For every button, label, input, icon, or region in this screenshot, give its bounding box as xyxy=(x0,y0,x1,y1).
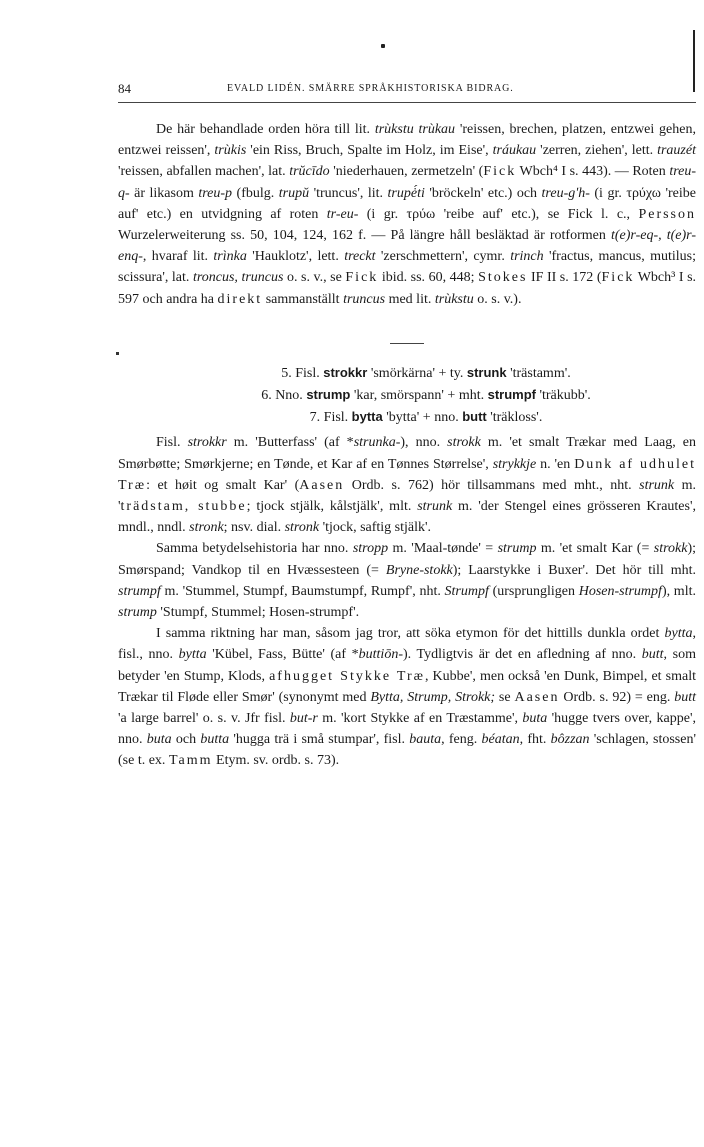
text-run: Wurzelerweiterung ss. 50, 104, 124, 162 f. — På längre håll besläktad är rotformen xyxy=(118,228,611,244)
text-run: o. s. v., se xyxy=(283,270,346,286)
italic-term: bôzzan xyxy=(550,732,590,748)
text-run: Ordb. s. 762) hör tillsammans med mht., nht. xyxy=(344,477,640,493)
spaced-term: Fick xyxy=(483,164,517,180)
text-run: De här behandlade orden höra till lit. xyxy=(156,122,375,137)
spaced-term: Persson xyxy=(638,206,696,222)
page-edge-rule xyxy=(693,30,695,92)
italic-term: butt xyxy=(674,689,697,705)
text-column xyxy=(118,119,696,772)
spaced-term: Stokes xyxy=(478,270,528,286)
section-separator xyxy=(390,343,424,344)
text-run: ); Smørspand; Vandkop til en Hvæssesteen (= xyxy=(118,541,697,578)
text-run: (i gr. τρύχω 'reibe auf' etc.) en utvidgning af roten xyxy=(118,185,696,222)
text-run: 'tjock, saftig stjälk'. xyxy=(319,520,432,536)
italic-term: truncus xyxy=(343,291,386,307)
spaced-term: Fick xyxy=(345,270,379,286)
text-run: (fbulg. xyxy=(232,185,279,201)
italic-term: bytta xyxy=(178,647,207,663)
italic-term: troncus, truncus xyxy=(192,270,284,286)
text-run: ; tjock stjälk, kålstjälk', mlt. xyxy=(246,499,418,515)
italic-term: trùkstu xyxy=(434,291,474,307)
text-run: m. 'Butterfass' (af * xyxy=(226,435,354,451)
text-run: , fht. xyxy=(519,732,551,748)
text-run: 'hugge tvers over, kappe', nno. xyxy=(118,711,696,748)
text-run: , som betyder 'en Stump, Klods, xyxy=(118,647,696,684)
italic-term: buttiōn- xyxy=(358,647,403,663)
italic-term: trauzét xyxy=(657,143,696,159)
spaced-term: afhugget Stykke Træ xyxy=(269,668,425,684)
example-5: 5. Fisl. strokkr 'smörkärna' + ty. strunk 'trästamm'. xyxy=(281,364,571,381)
text-run: o. s. v.). xyxy=(473,291,522,307)
italic-term: stronk xyxy=(284,520,320,536)
italic-term: strumpf xyxy=(118,583,161,599)
text-run: 'ein Riss, Bruch, Spalte im Holz, im Eise', xyxy=(246,143,493,159)
text-run: , Kubbe', men också 'en Dunk, Bimpel, et smalt Trækar til Fløde eller Smør' (synonymt med xyxy=(118,668,696,705)
spaced-term: trädstam, stubbe xyxy=(120,499,247,515)
page-number: 84 xyxy=(118,81,131,96)
text-run: , hvaraf lit. xyxy=(142,249,214,265)
italic-term: strunka- xyxy=(353,435,401,451)
print-speck xyxy=(381,44,385,48)
text-run: m. ' xyxy=(118,477,697,515)
italic-term: Strumpf xyxy=(444,583,489,599)
text-run: IF II s. 172 ( xyxy=(527,270,602,286)
text-run: 'Hauklotz', lett. xyxy=(246,249,345,265)
italic-term: strokk xyxy=(653,541,688,557)
text-run: 'reissen, abfallen machen', lat. xyxy=(118,164,290,180)
text-run: (i gr. τρύω 'reibe auf' etc.), se Fick l. c., xyxy=(358,206,639,222)
text-run: m. 'et smalt Kar (= xyxy=(536,541,654,557)
text-run: m. 'et smalt Trækar med Laag, en Smørbøtte; Smørkjerne; en Tønde, et Kar af en Tønnes Størrelse', xyxy=(118,435,697,472)
text-run: 'truncus', lit. xyxy=(309,185,388,201)
italic-term: tr-eu- xyxy=(326,206,359,222)
text-run: Wbch³ I s. 597 och andra ha xyxy=(118,270,697,307)
italic-term: butta xyxy=(200,732,230,748)
text-run: med lit. xyxy=(385,291,435,307)
text-run: 'bröckeln' etc.) och xyxy=(424,185,542,201)
header-rule xyxy=(118,102,696,103)
italic-term: treu-gʹh- xyxy=(541,185,590,201)
text-run: 'schlagen, stossen' (se t. ex. xyxy=(118,732,696,769)
italic-term: t(e)r-eq-, t(e)r-enq- xyxy=(118,228,696,265)
text-run: ). Tydligtvis är det en afledning af nno. xyxy=(403,647,642,663)
italic-term: but-r xyxy=(289,711,318,727)
italic-term: treu-p xyxy=(198,185,233,201)
text-run: m. 'Maal-tønde' = xyxy=(388,541,498,557)
italic-term: trŭcīdo xyxy=(289,164,330,180)
italic-term: béatan xyxy=(481,732,520,748)
text-run: 'hugga trä i små stumpar', fisl. xyxy=(229,732,410,748)
text-run: (ursprungligen xyxy=(488,583,579,599)
spaced-term: Aasen xyxy=(514,689,560,705)
spaced-term: Aasen xyxy=(299,477,345,493)
italic-term: strunk xyxy=(639,477,675,493)
text-run: Fisl. xyxy=(156,435,188,451)
italic-term: strunk xyxy=(417,499,453,515)
text-run: Ordb. s. 92) = eng. xyxy=(559,689,675,705)
paragraph-strokkr xyxy=(118,432,696,538)
italic-term: Hosen-strumpf xyxy=(578,583,662,599)
text-run: ibid. ss. 60, 448; xyxy=(378,270,479,286)
text-run: ), mlt. xyxy=(661,583,696,599)
italic-term: strokkr xyxy=(187,435,227,451)
text-run: ); Laarstykke i Buxer'. Det hör till mht. xyxy=(452,562,696,578)
text-run: sammanställt xyxy=(262,291,344,307)
text-run: 'Stumpf, Stummel; Hosen-strumpf'. xyxy=(156,605,360,621)
text-run: , feng. xyxy=(441,732,482,748)
spaced-term: Fick xyxy=(601,270,635,286)
text-run: 'niederhauen, zermetzeln' ( xyxy=(329,164,484,180)
italic-term: Bryne-stokk xyxy=(385,562,453,578)
text-run: är likasom xyxy=(129,185,199,201)
spaced-term: direkt xyxy=(217,291,263,307)
italic-term: trupŭ xyxy=(278,185,310,201)
text-run: ), nno. xyxy=(400,435,448,451)
italic-term: trìnka xyxy=(213,249,247,265)
text-run: 'zerschmettern', cymr. xyxy=(375,249,511,265)
text-run: n. 'en xyxy=(536,456,575,472)
italic-term: bytta xyxy=(664,626,693,642)
paragraph-bytta xyxy=(118,623,696,771)
spaced-term: Dunk af udhulet Træ xyxy=(118,456,696,493)
example-7: 7. Fisl. bytta 'bytta' + nno. butt 'träkloss'. xyxy=(309,409,543,426)
example-6: 6. Nno. strump 'kar, smörspann' + mht. strumpf 'träkubb'. xyxy=(261,387,591,404)
text-run: m. 'kort Stykke af en Træstamme', xyxy=(317,711,523,727)
italic-term: trùkis xyxy=(214,143,247,159)
italic-term: stronk xyxy=(189,520,224,536)
italic-term: treckt xyxy=(344,249,376,265)
italic-term: strump xyxy=(118,605,157,621)
paragraph-stropp xyxy=(118,538,696,623)
italic-term: bauta xyxy=(409,732,442,748)
italic-term: stropp xyxy=(352,541,389,557)
italic-term: buta xyxy=(146,732,172,748)
text-run: 'a large barrel' o. s. v. Jfr fisl. xyxy=(118,711,290,727)
text-run: : et høit og smalt Kar' ( xyxy=(146,477,300,493)
italic-term: tráukau xyxy=(492,143,537,159)
italic-term: butt xyxy=(641,647,664,663)
italic-term: trùkstu trùkau xyxy=(374,122,456,137)
text-run: 'zerren, ziehen', lett. xyxy=(536,143,658,159)
text-run: , fisl., nno. xyxy=(118,626,696,663)
text-run: 'Kübel, Fass, Bütte' (af * xyxy=(206,647,359,663)
text-run: Wbch⁴ I s. 443). — Roten xyxy=(516,164,670,180)
text-run: Samma betydelsehistoria har nno. xyxy=(156,541,353,557)
text-run: m. 'Stummel, Stumpf, Baumstumpf, Rumpf', nht. xyxy=(160,583,445,599)
text-run: se xyxy=(495,689,515,705)
text-run: 'fractus, mancus, mutilus; scissura', lat. xyxy=(118,249,696,286)
text-run: ; nsv. dial. xyxy=(223,520,285,536)
italic-term: trinch xyxy=(510,249,544,265)
italic-term: trupė́ti xyxy=(387,185,425,201)
italic-term: treu-q- xyxy=(118,164,697,201)
italic-term: strykkje xyxy=(492,456,537,472)
intro-paragraph xyxy=(118,119,696,310)
text-run: och xyxy=(171,732,201,748)
text-run: 'reissen, brechen, platzen, entzwei gehen, entzwei reissen', xyxy=(118,122,696,159)
italic-term: strump xyxy=(497,541,537,557)
text-run: m. 'der Stengel eines grösseren Krautes', mndl., nndl. xyxy=(118,499,696,536)
spaced-term: Tamm xyxy=(168,753,213,769)
italic-term: Bytta, Strump, Strokk; xyxy=(370,689,496,705)
example-list xyxy=(118,362,696,429)
italic-term: buta xyxy=(522,711,548,727)
text-run: I samma riktning har man, såsom jag tror, att söka etymon för det hittills dunkla ordet xyxy=(156,626,665,642)
running-title: EVALD LIDÉN. SMÄRRE SPRÅKHISTORISKA BIDRAG. xyxy=(227,83,514,94)
italic-term: strokk xyxy=(447,435,481,451)
text-run: Etym. sv. ordb. s. 73). xyxy=(212,753,340,769)
